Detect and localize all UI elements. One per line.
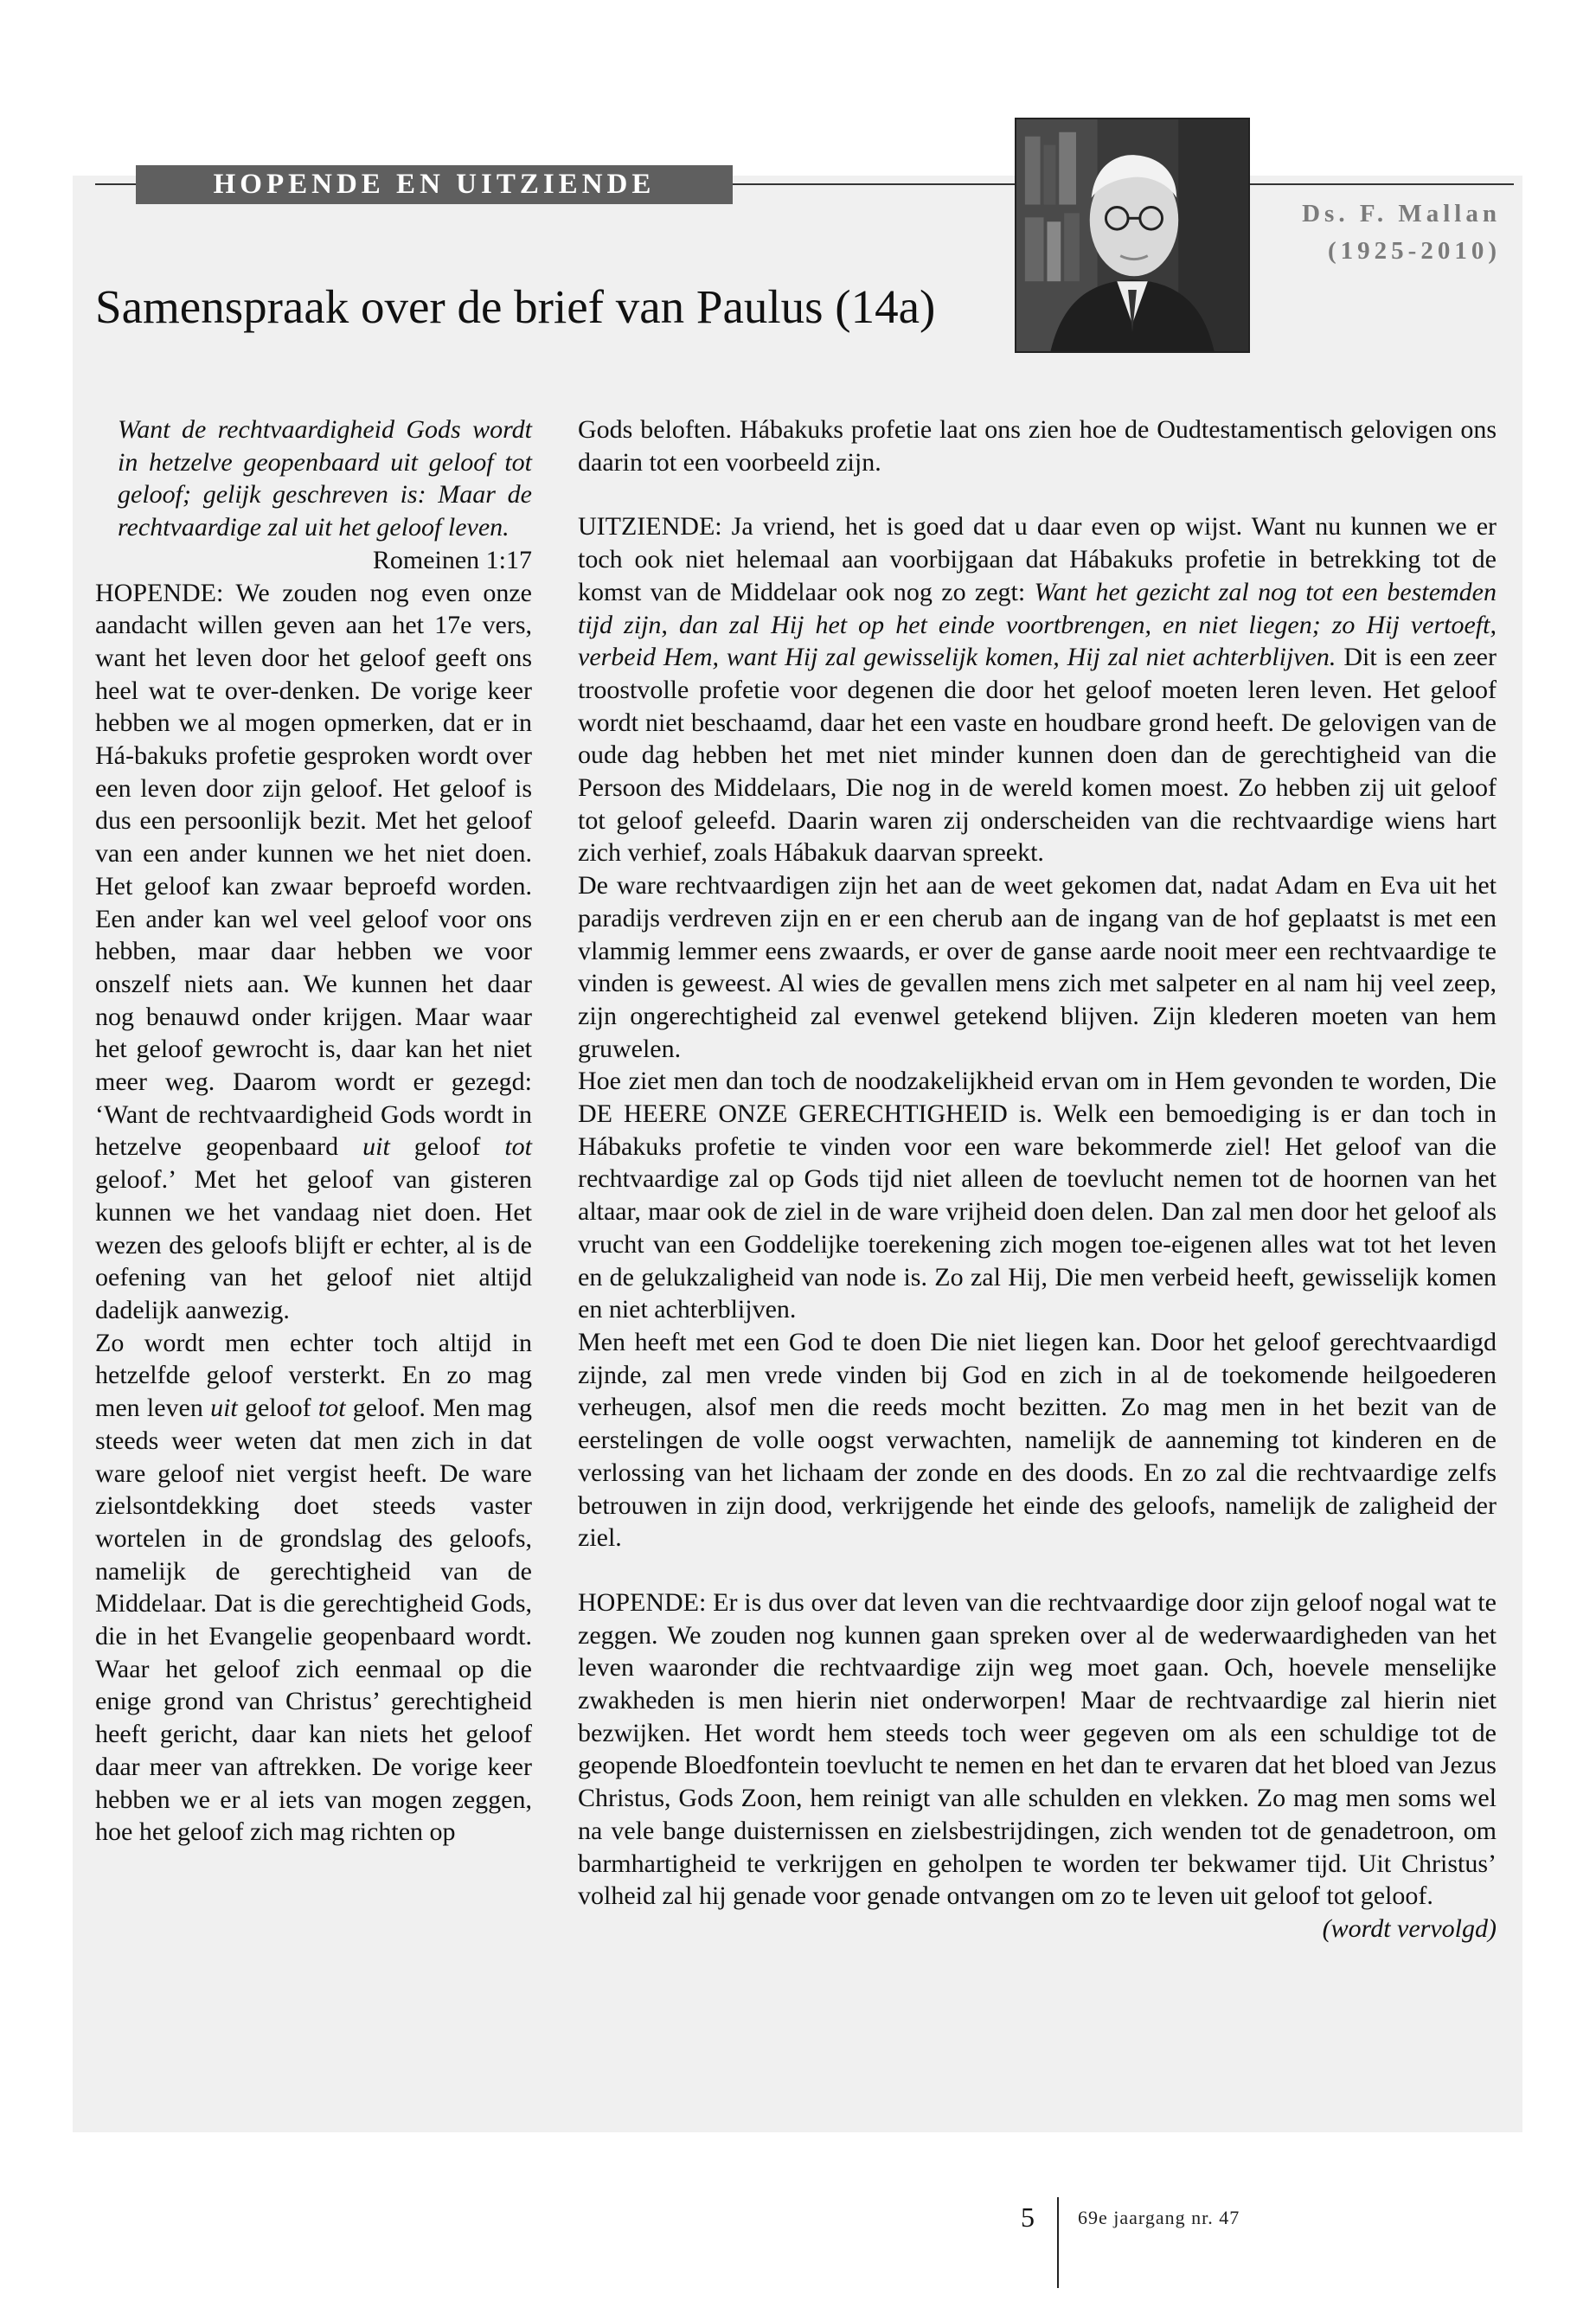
right-paragraph-6 [578, 1586, 1497, 1943]
right-column [578, 413, 1497, 1945]
right-p2-text-b: Dit is een zeer troostvolle profetie voor degenen die door het geloof moeten leren leven. Het geloof wordt niet beschaamd, daar het een vaste en houdbare grond heeft. De gelovigen van de oude dag hebben het met niet minder kunnen doen dan de gerechtigheid van die Persoon des Middelaars, Die nog in de wereld komen moest. Zo hebben zij uit geloof tot geloof geleefd. Daarin waren zij onderscheiden van die rechtvaardige wiens hart zich verhief, zoals Hábakuk daarvan spreekt. [578, 643, 1497, 868]
right-p2-text-a: UITZIENDE: Ja vriend, het is goed dat u daar even op wijst. Want nu kunnen we er toch ook niet helemaal aan voorbijgaan dat Hábakuks profetie in betrekking tot de komst van de Middelaar ook nog zo zegt: [578, 512, 1497, 606]
author-photo [1015, 118, 1250, 353]
right-paragraph-1: Gods beloften. Hábakuks profetie laat ons zien hoe de Oudtestamentisch gelovigen ons daarin tot een voorbeeld zijn. [578, 415, 1497, 477]
left-p2-text-c: geloof. Men mag steeds weer weten dat men zich in dat ware geloof niet vergist heeft. De ware zielsontdekking doet steeds vaster wortelen in de grondslag des geloofs, namelijk de gerechtigheid van de Middelaar. Dat is die gerechtigheid Gods, die in het Evangelie geopenbaard wordt. Waar het geloof zich eenmaal op die enige grond van Christus’ gerechtigheid heeft gericht, daar kan niets het geloof daar meer van aftrekken. De vorige keer hebben we er al iets van mogen zeggen, hoe het geloof zich mag richten op [95, 1394, 533, 1847]
epigraph-reference: Romeinen 1:17 [372, 545, 532, 574]
page-number: 5 [1021, 2202, 1035, 2233]
author-byline [1302, 195, 1501, 270]
left-p1-text-b: geloof [389, 1132, 505, 1162]
right-paragraph-4: Hoe ziet men dan toch de noodzakelijkheid ervan om in Hem gevonden te worden, Die DE HEERE ONZE GERECHTIGHEID is. Welk een bemoediging is er dan toch in Hábakuks profetie te vinden voor een ware bekommerde ziel! Het geloof van die rechtvaardige zal op Gods tijd niet alleen de toevlucht nemen tot de hoornen van het altaar, maar ook de ziel in de ware vrijheid doen delen. Dan zal men door het geloof als vrucht van een Goddelijke toerekening zich mogen toe-eigenen alles wat tot het leven en de gelukzaligheid van node is. Zo zal Hij, Die men verbeid heeft, gewisselijk komen en niet achterblijven. [578, 1067, 1497, 1324]
to-be-continued: (wordt vervolgd) [1322, 1913, 1497, 1943]
section-label: HOPENDE EN UITZIENDE [136, 165, 733, 204]
footer-divider [1057, 2197, 1059, 2288]
left-p1-text-c: geloof.’ Met het geloof van gisteren kunnen we het vandaag niet doen. Het wezen des geloofs blijft er echter, al is de oefening van het geloof niet altijd dadelijk aanwezig. [95, 1165, 532, 1324]
article-title: Samenspraak over de brief van Paulus (14a) [95, 280, 936, 333]
left-p2-italic-2: tot [317, 1394, 346, 1423]
right-paragraph-2 [578, 510, 1497, 869]
right-paragraph-5: Men heeft met een God te doen Die niet liegen kan. Door het geloof gerechtvaardigd zijnde, zal men vrede vinden bij God en zich in al de toekomende heilgoederen verheugen, alsof men die reeds mocht bezitten. Zo mag men in het bezit van de eerstelingen de volle oogst verwachten, namelijk de aanneming tot kinderen en de verlossing van het lichaam der zonde en des doods. En zo zal die rechtvaardige zelfs betrouwen in zijn dood, verkrijgende het einde des geloofs, namelijk de zaligheid der ziel. [578, 1327, 1497, 1553]
left-paragraph-1 [95, 577, 532, 1327]
right-p2-quote: Want het gezicht zal nog tot een bestemden tijd zijn, dan zal Hij het op het einde voortbrengen, en niet liegen; zo Hij vertoeft, verbeid Hem, want Hij zal gewisselijk komen, Hij zal niet achterblijven. [578, 577, 1497, 672]
author-years: (1925-2010) [1328, 237, 1501, 265]
author-portrait-icon [1016, 119, 1248, 351]
author-name: Ds. F. Mallan [1302, 200, 1501, 228]
left-column [95, 413, 532, 1849]
left-p2-text-a: Zo wordt men echter toch altijd in hetzelfde geloof versterkt. En zo mag men leven [95, 1328, 532, 1423]
epigraph-text: Want de rechtvaardigheid Gods wordt in hetzelve geopenbaard uit geloof tot geloof; gelijk geschreven is: Maar de rechtvaardige zal uit het geloof leven. [118, 415, 532, 542]
right-paragraph-3: De ware rechtvaardigen zijn het aan de weet gekomen dat, nadat Adam en Eva uit het paradijs verdreven zijn en er een cherub aan de ingang van de hof geplaatst is met een vlammig lemmer eens zwaards, er over de ganse aarde nooit meer een rechtvaardige te vinden is geweest. Al wies de gevallen mens zich met salpeter en al nam hij veel zeep, zijn ongerechtigheid zal evenwel getekend blijven. Zijn klederen moeten van hem gruwelen. [578, 871, 1497, 1063]
left-p1-italic-1: uit [362, 1132, 390, 1162]
left-p1-italic-2: tot [504, 1132, 533, 1162]
left-p2-italic-1: uit [210, 1394, 238, 1423]
issue-label: 69e jaargang nr. 47 [1078, 2207, 1240, 2228]
left-paragraph-2 [95, 1327, 532, 1849]
right-p6-text: HOPENDE: Er is dus over dat leven van die rechtvaardige door zijn geloof nogal wat te zeggen. We zouden nog kunnen gaan spreken over al de wederwaardigheden van het leven waaronder die rechtvaardige zijn weg moet gaan. Och, hoevele menselijke zwakheden is men hierin niet onderworpen! Maar de rechtvaardige zal hierin niet bezwijken. Het wordt hem steeds toch weer gegeven om als een schuldige tot de geopende Bloedfontein toevlucht te nemen en het dan te ervaren dat het bloed van Jezus Christus, Gods Zoon, hem reinigt van alle schulden en vlekken. Zo mag men soms wel na vele bange duisternissen en zielsbestrijdingen, zich wenden tot de genadetroon, om barmhartigheid te verkrijgen en geholpen te worden ter bekwamer tijd. Uit Christus’ volheid zal hij genade voor genade ontvangen om zo te leven uit geloof tot geloof. [578, 1587, 1497, 1911]
left-p2-text-b: geloof [237, 1394, 318, 1423]
left-p1-text-a: HOPENDE: We zouden nog even onze aandacht willen geven aan het 17e vers, want het leven door het geloof geeft ons heel wat te over-denken. De vorige keer hebben we al mogen opmerken, dat er in Há-bakuks profetie gesproken wordt over een leven door zijn geloof. Het geloof is dus een persoonlijk bezit. Met het geloof van een ander kunnen we het niet doen. Het geloof kan zwaar beproefd worden. Een ander kan wel veel geloof voor ons hebben, maar daar hebben we voor onszelf niets aan. We kunnen het daar nog benauwd onder krijgen. Maar waar het geloof gewrocht is, daar kan het niet meer weg. Daarom wordt er gezegd: ‘Want de rechtvaardigheid Gods wordt in hetzelve geopenbaard [95, 578, 532, 1162]
